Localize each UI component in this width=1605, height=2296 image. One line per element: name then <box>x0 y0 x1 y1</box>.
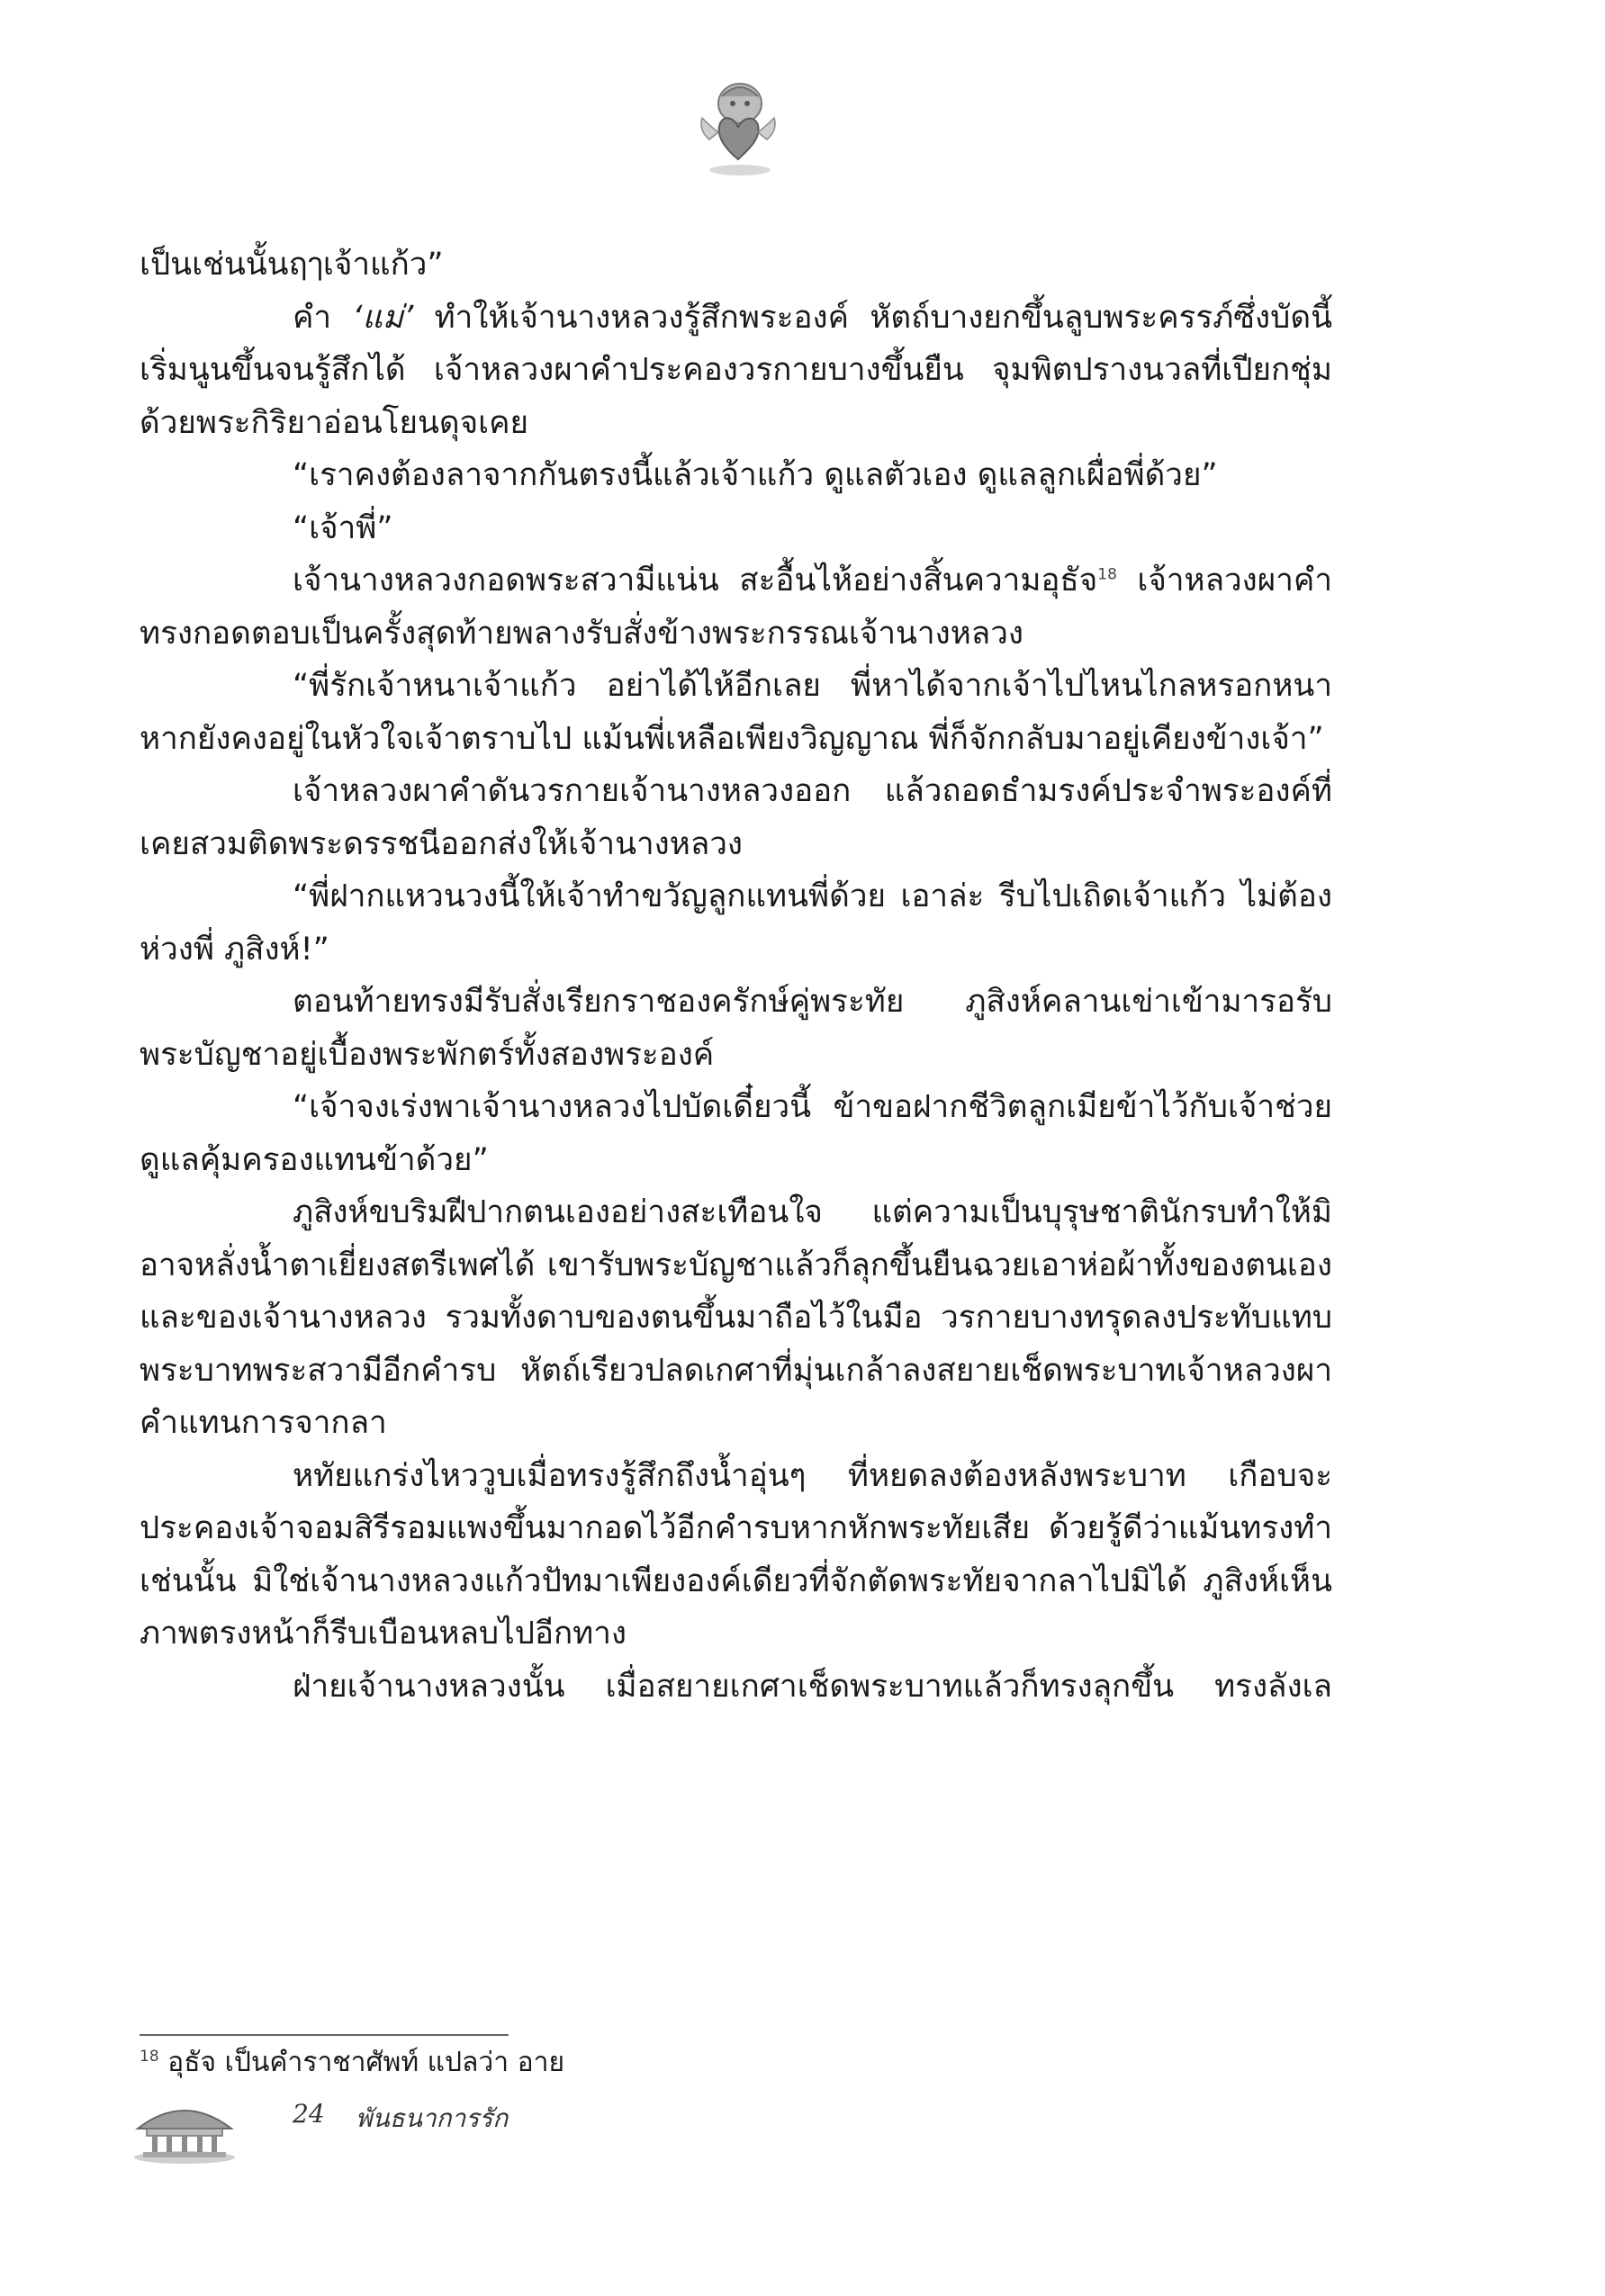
cherub-ornament-icon <box>693 77 783 180</box>
page-number: 24 <box>293 2099 325 2129</box>
footnote-marker: 18 <box>1097 565 1117 584</box>
paragraph: “เจ้าจงเร่งพาเจ้านางหลวงไปบัดเดี๋ยวนี้ ข้าขอฝากชีวิตลูกเมียข้าไว้กับเจ้าช่วยดูแลคุ้มครองแทนข้าด้วย” <box>140 1089 1332 1178</box>
paragraph: “เราคงต้องลาจากกันตรงนี้แล้วเจ้าแก้ว ดูแลตัวเอง ดูแลลูกเผื่อพี่ด้วย” <box>293 457 1218 493</box>
paragraph: ฝ่ายเจ้านางหลวงนั้น เมื่อสยายเกศาเช็ดพระบาทแล้วก็ทรงลุกขึ้น ทรงลังเล <box>293 1668 1332 1705</box>
paragraph-text: เจ้าหลวงผาคำทรงกอดตอบเป็นครั้งสุดท้ายพลางรับสั่งข้างพระกรรณเจ้านางหลวง <box>140 563 1332 652</box>
paragraph <box>140 292 1332 450</box>
paragraph: ตอนท้ายทรงมีรับสั่งเรียกราชองครักษ์คู่พระทัย ภูสิงห์คลานเข่าเข้ามารอรับพระบัญชาอยู่เบื้องพระพักตร์ทั้งสองพระองค์ <box>140 984 1332 1073</box>
paragraph <box>140 554 1332 660</box>
paragraph: “พี่ฝากแหวนวงนี้ให้เจ้าทำขวัญลูกแทนพี่ด้วย เอาล่ะ รีบไปเถิดเจ้าแก้ว ไม่ต้องห่วงพี่ ภูสิงห์!” <box>140 878 1332 968</box>
footnote-text: อุธัจ เป็นคำราชาศัพท์ แปลว่า อาย <box>158 2047 565 2078</box>
footnote-divider <box>140 2034 509 2036</box>
paragraph: หทัยแกร่งไหววูบเมื่อทรงรู้สึกถึงน้ำอุ่นๆ ที่หยดลงต้องหลังพระบาท เกือบจะประคองเจ้าจอมสิรีรอมแพงขึ้นมากอดไว้อีกคำรบหากหักพระทัยเสีย ด้วยรู้ดีว่าแม้นทรงทำเช่นนั้น มิใช่เจ้านางหลวงแก้วปัทมาเพียงองค์เดียวที่จักตัดพระทัยจากลาไปมิได้ ภูสิงห์เห็นภาพตรงหน้าก็รีบเบือนหลบไปอีกทาง <box>140 1457 1332 1652</box>
emphasized-word: ‘แม่’ <box>352 299 414 336</box>
paragraph-text: เจ้านางหลวงกอดพระสวามีแน่น สะอื้นไห้อย่างสิ้นความอุธัจ <box>293 563 1098 599</box>
paragraph: “เจ้าพี่” <box>293 509 393 546</box>
paragraph: ภูสิงห์ขบริมฝีปากตนเองอย่างสะเทือนใจ แต่ความเป็นบุรุษชาตินักรบทำให้มิอาจหลั่งน้ำตาเยี่ยงสตรีเพศได้ เขารับพระบัญชาแล้วก็ลุกขึ้นยืนฉวยเอาห่อผ้าทั้งของตนเองและของเจ้านางหลวง รวมทั้งดาบของตนขึ้นมาถือไว้ในมือ วรกายบางทรุดลงประทับแทบพระบาทพระสวามีอีกคำรบ หัตถ์เรียวปลดเกศาที่มุ่นเกล้าลงสยายเช็ดพระบาทเจ้าหลวงผาคำแทนการจากลา <box>140 1194 1332 1441</box>
paragraph: เจ้าหลวงผาคำดันวรกายเจ้านางหลวงออก แล้วถอดธำมรงค์ประจำพระองค์ที่เคยสวมติดพระดรรชนีออกส่งให้เจ้านางหลวง <box>140 773 1332 862</box>
footnote <box>140 2045 1220 2081</box>
paragraph-text: คำ <box>293 299 353 336</box>
footnote-number: 18 <box>140 2048 159 2066</box>
temple-pavilion-icon <box>131 2093 239 2165</box>
paragraph-text: ทำให้เจ้านางหลวงรู้สึกพระองค์ หัตถ์บางยกขึ้นลูบพระครรภ์ซึ่งบัดนี้เริ่มนูนขึ้นจนรู้สึกได้ เจ้าหลวงผาคำประคองวรกายบางขึ้นยืน จุมพิตปรางนวลที่เปียกชุ่มด้วยพระกิริยาอ่อนโยนดุจเคย <box>140 299 1332 441</box>
running-title: พันธนาการรัก <box>356 2103 509 2133</box>
paragraph: เป็นเช่นนั้นฤๅเจ้าแก้ว” <box>140 247 444 283</box>
paragraph: “พี่รักเจ้าหนาเจ้าแก้ว อย่าได้ไห้อีกเลย พี่หาได้จากเจ้าไปไหนไกลหรอกหนา หากยังคงอยู่ในหัวใจเจ้าตราบไป แม้นพี่เหลือเพียงวิญญาณ พี่ก็จักกลับมาอยู่เคียงข้างเจ้า” <box>140 668 1332 757</box>
body-text <box>140 239 1332 1713</box>
